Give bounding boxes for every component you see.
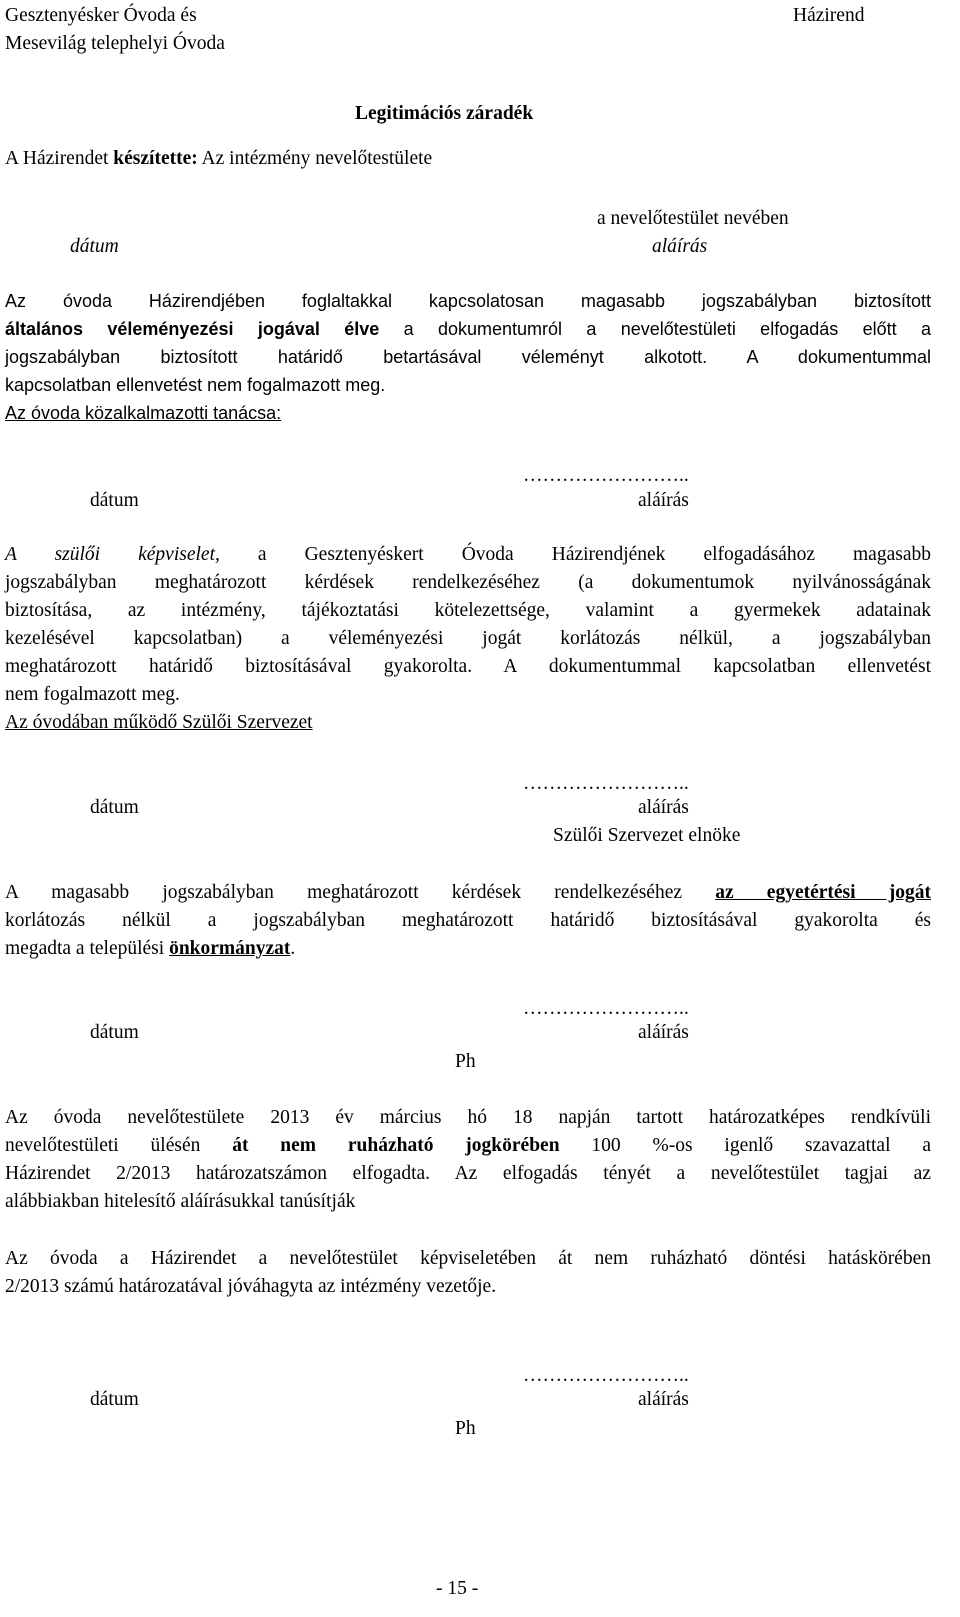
para2-line1: A szülői képviselet, a Gesztenyéskert Óvoda Házirendjének elfogadásához magasabb xyxy=(5,544,931,565)
sig5-dots: …………………….. xyxy=(523,1365,689,1386)
sig5-signature: aláírás xyxy=(638,1389,689,1410)
sig4-dots: …………………….. xyxy=(523,998,689,1019)
sig1-signature: aláírás xyxy=(652,236,708,257)
sig2-date: dátum xyxy=(90,490,139,511)
para2-line2: jogszabályban meghatározott kérdések rendelkezéséhez (a dokumentumok nyilvánosságának xyxy=(5,572,931,593)
paragraph-adoption xyxy=(5,1104,931,1216)
sig3-dots: …………………….. xyxy=(523,773,689,794)
para4-line1: Az óvoda nevelőtestülete 2013 év március hó 18 napján tartott határozatképes rendkívüli xyxy=(5,1107,931,1128)
sig5-stamp: Ph xyxy=(455,1418,476,1439)
para3-line2: korlátozás nélkül a jogszabályban meghatározott határidő biztosításával gyakorolta és xyxy=(5,910,931,931)
sig2-signature: aláírás xyxy=(638,490,689,511)
para3-line1: A magasabb jogszabályban meghatározott kérdések rendelkezéséhez az egyetértési jogát xyxy=(5,882,931,903)
paragraph-approval xyxy=(5,1245,931,1301)
sig4-signature: aláírás xyxy=(638,1022,689,1043)
sig3-signature: aláírás xyxy=(638,797,689,818)
para5-line2: 2/2013 számú határozatával jóváhagyta az intézmény vezetője. xyxy=(5,1276,497,1297)
sig3-date: dátum xyxy=(90,797,139,818)
paragraph-opinion xyxy=(5,287,931,427)
header-left-line1: Gesztenyésker Óvoda és xyxy=(5,5,197,26)
para2-line5: meghatározott határidő biztosításával gyakorolta. A dokumentummal kapcsolatban ellenvetést xyxy=(5,656,931,677)
para4-line4: alábbiakban hitelesítő aláírásukkal tanúsítják xyxy=(5,1191,356,1212)
sig3-role: Szülői Szervezet elnöke xyxy=(553,825,741,846)
sig1-on-behalf: a nevelőtestület nevében xyxy=(597,208,789,229)
para1-line2: általános véleményezési jogával élve a dokumentumról a nevelőtestületi elfogadás előtt a xyxy=(5,319,931,339)
paragraph-parents xyxy=(5,541,931,737)
header-right: Házirend xyxy=(793,5,865,26)
para1-line4: kapcsolatban ellenvetést nem fogalmazott meg. xyxy=(5,375,386,395)
page-number: - 15 - xyxy=(436,1578,479,1599)
header-left-line2: Mesevilág telephelyi Óvoda xyxy=(5,33,225,54)
para2-line3: biztosítása, az intézmény, tájékoztatási kötelezettsége, valamint a gyermekek adatainak xyxy=(5,600,931,621)
sig4-date: dátum xyxy=(90,1022,139,1043)
sig1-date: dátum xyxy=(70,236,119,257)
para1-line5: Az óvoda közalkalmazotti tanácsa: xyxy=(5,403,282,423)
sig5-date: dátum xyxy=(90,1389,139,1410)
para3-line3: megadta a települési önkormányzat. xyxy=(5,938,296,959)
paragraph-municipality xyxy=(5,879,931,963)
para5-line1: Az óvoda a Házirendet a nevelőtestület képviseletében át nem ruházható döntési hatáskörében xyxy=(5,1248,931,1269)
para1-line3: jogszabályban biztosított határidő betartásával véleményt alkotott. A dokumentummal xyxy=(5,347,931,367)
para4-line3: Házirendet 2/2013 határozatszámon elfogadta. Az elfogadás tényét a nevelőtestület tagjai az xyxy=(5,1163,931,1184)
sig4-stamp: Ph xyxy=(455,1051,476,1072)
sig2-dots: …………………….. xyxy=(523,465,689,486)
para4-line2: nevelőtestületi ülésén át nem ruházható jogkörében 100 %-os igenlő szavazattal a xyxy=(5,1135,931,1156)
prepared-by: A Házirendet készítette: Az intézmény nevelőtestülete xyxy=(5,148,433,169)
para2-line7: Az óvodában működő Szülői Szervezet xyxy=(5,712,313,733)
para2-line4: kezelésével kapcsolatban) a véleményezési jogát korlátozás nélkül, a jogszabályban xyxy=(5,628,931,649)
para1-line1: Az óvoda Házirendjében foglaltakkal kapcsolatosan magasabb jogszabályban biztosított xyxy=(5,291,931,311)
para2-line6: nem fogalmazott meg. xyxy=(5,684,180,705)
page-title: Legitimációs záradék xyxy=(355,103,534,124)
